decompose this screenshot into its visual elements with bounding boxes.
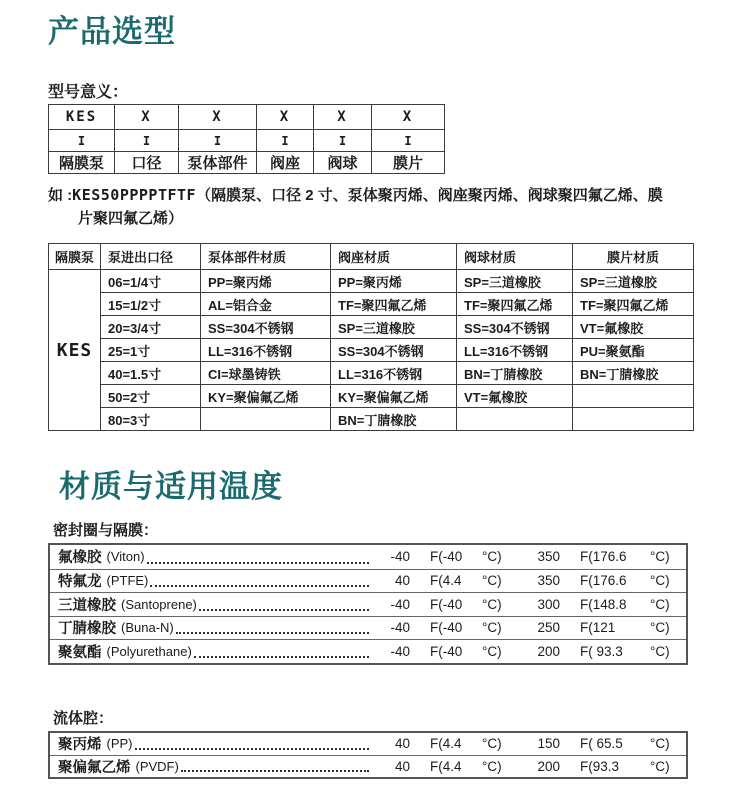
example-line-1 (48, 184, 750, 207)
table-row (49, 293, 694, 316)
header-ball-material: 阀球材质 (457, 244, 573, 270)
header-body-material: 泵体部件材质 (201, 244, 331, 270)
series-code-cell: KES (49, 270, 101, 431)
selection-table (48, 243, 694, 431)
header-port-size: 泵进出口径 (101, 244, 201, 270)
meaning-cell: 隔膜泵 (49, 152, 115, 174)
meaning-cell: 泵体部件 (179, 152, 257, 174)
cell: SS=304不锈钢 (331, 339, 457, 362)
code-cell: X (257, 105, 314, 130)
code-cell: X (179, 105, 257, 130)
material-name-en: (Santoprene) (121, 596, 197, 612)
dot-leader (145, 545, 370, 569)
max-temp-c: F(176.6 (580, 549, 627, 565)
example-model-code: KES50PPPPTFTF (72, 186, 197, 204)
dot-leader (148, 570, 370, 593)
cell: LL=316不锈钢 (201, 339, 331, 362)
material-row (50, 592, 686, 616)
code-cell: KES (49, 105, 115, 130)
cell: TF=聚四氟乙烯 (457, 293, 573, 316)
max-temp-unit: °C) (650, 549, 670, 565)
max-temp-f: 150 (537, 736, 560, 751)
code-cell: X (314, 105, 372, 130)
min-temp-f: -40 (390, 596, 410, 612)
max-temp-c: F( 65.5 (580, 736, 623, 751)
header-diaphragm-material: 膜片材质 (573, 244, 694, 270)
fluid-temperature-table (48, 731, 688, 779)
material-name-cn: 三道橡胶 (58, 597, 116, 614)
material-name-cn: 丁腈橡胶 (58, 621, 116, 638)
cell: PP=聚丙烯 (331, 270, 457, 293)
min-temp-f: 40 (394, 573, 410, 589)
max-temp-f: 350 (537, 573, 560, 589)
material-name-cn: 聚氨酯 (58, 644, 102, 661)
max-temp-f: 200 (537, 758, 560, 774)
max-temp-unit: °C) (650, 596, 670, 612)
min-temp-unit: °C) (482, 620, 502, 636)
material-row (50, 733, 686, 755)
material-row (50, 569, 686, 593)
min-temp-f: -40 (390, 549, 410, 565)
table-row (49, 385, 694, 408)
page-title: 产品选型 (48, 14, 176, 49)
table-row (49, 270, 694, 293)
bar-cell: I (314, 130, 372, 152)
material-row (50, 616, 686, 640)
model-meaning-row (49, 152, 445, 174)
cell: SS=304不锈钢 (201, 316, 331, 339)
selection-header-row (49, 244, 694, 270)
min-temp-unit: °C) (482, 573, 502, 589)
example-explanation: （隔膜泵、口径 2 寸、泵体聚丙烯、阀座聚丙烯、阀球聚四氟乙烯、膜 (196, 187, 663, 204)
cell: VT=氟橡胶 (457, 385, 573, 408)
max-temp-f: 350 (537, 549, 560, 565)
cell: VT=氟橡胶 (573, 316, 694, 339)
table-row (49, 362, 694, 385)
cell: SS=304不锈钢 (457, 316, 573, 339)
min-temp-c: F(-40 (430, 596, 463, 612)
cell: 06=1/4寸 (101, 270, 201, 293)
cell (573, 385, 694, 408)
material-row (50, 639, 686, 663)
cell: AL=铝合金 (201, 293, 331, 316)
cell: SP=三道橡胶 (331, 316, 457, 339)
cell: SP=三道橡胶 (573, 270, 694, 293)
example-line-2: 片聚四氟乙烯） (78, 210, 184, 227)
model-code-table (48, 104, 445, 174)
cell: KY=聚偏氟乙烯 (201, 385, 331, 408)
cell: 20=3/4寸 (101, 316, 201, 339)
table-row (49, 339, 694, 362)
code-cell: X (115, 105, 179, 130)
dot-leader (179, 756, 370, 777)
min-temp-f: 40 (394, 758, 410, 774)
header-seat-material: 阀座材质 (331, 244, 457, 270)
cell: TF=聚四氟乙烯 (331, 293, 457, 316)
cell: PU=聚氨酯 (573, 339, 694, 362)
min-temp-c: F(4.4 (430, 736, 462, 751)
header-pump: 隔膜泵 (49, 244, 101, 270)
material-name-en: (PTFE) (106, 573, 149, 589)
min-temp-f: -40 (390, 643, 410, 659)
min-temp-c: F(4.4 (430, 573, 462, 589)
example-text (48, 184, 750, 230)
cell: 25=1寸 (101, 339, 201, 362)
cell: 15=1/2寸 (101, 293, 201, 316)
min-temp-c: F(-40 (430, 620, 463, 636)
cell (201, 408, 331, 431)
fluid-label: 流体腔： (53, 709, 114, 727)
max-temp-c: F(176.6 (580, 573, 627, 589)
cell: TF=聚四氟乙烯 (573, 293, 694, 316)
material-name-cn: 聚偏氟乙烯 (58, 759, 131, 776)
material-row (50, 545, 686, 569)
min-temp-f: -40 (390, 620, 410, 636)
material-name-cn: 聚丙烯 (58, 737, 102, 753)
bar-cell: I (179, 130, 257, 152)
cell: CI=球墨铸铁 (201, 362, 331, 385)
max-temp-f: 200 (537, 643, 560, 659)
cell: BN=丁腈橡胶 (573, 362, 694, 385)
max-temp-f: 250 (537, 620, 560, 636)
code-cell: X (372, 105, 445, 130)
materials-section-title: 材质与适用温度 (59, 469, 283, 504)
max-temp-c: F(93.3 (580, 758, 620, 774)
material-row (50, 755, 686, 777)
min-temp-c: F(-40 (430, 549, 463, 565)
dot-leader (174, 617, 370, 640)
meaning-cell: 膜片 (372, 152, 445, 174)
bar-cell: I (115, 130, 179, 152)
dot-leader (192, 640, 370, 663)
cell: 80=3寸 (101, 408, 201, 431)
material-name-en: (PP) (106, 736, 133, 751)
seals-label: 密封圈与隔膜： (53, 522, 159, 539)
min-temp-unit: °C) (482, 643, 502, 659)
cell: 50=2寸 (101, 385, 201, 408)
material-name-en: (Buna-N) (121, 620, 174, 636)
min-temp-unit: °C) (482, 549, 502, 565)
cell: 40=1.5寸 (101, 362, 201, 385)
max-temp-c: F(121 (580, 620, 616, 636)
max-temp-c: F(148.8 (580, 596, 627, 612)
material-name-cn: 氟橡胶 (58, 550, 102, 567)
max-temp-f: 300 (537, 596, 560, 612)
min-temp-c: F(4.4 (430, 758, 462, 774)
cell: PP=聚丙烯 (201, 270, 331, 293)
model-code-row (49, 105, 445, 130)
meaning-cell: 阀球 (314, 152, 372, 174)
max-temp-c: F( 93.3 (580, 643, 623, 659)
dot-leader (197, 593, 370, 616)
model-meaning-label: 型号意义： (48, 84, 129, 101)
material-name-en: (Viton) (106, 549, 145, 565)
min-temp-unit: °C) (482, 736, 502, 751)
max-temp-unit: °C) (650, 643, 670, 659)
table-row (49, 316, 694, 339)
table-row (49, 408, 694, 431)
dot-leader (133, 733, 371, 755)
bar-cell: I (257, 130, 314, 152)
cell: KY=聚偏氟乙烯 (331, 385, 457, 408)
cell (457, 408, 573, 431)
cell (573, 408, 694, 431)
bar-cell: I (372, 130, 445, 152)
material-name-en: (Polyurethane) (106, 643, 192, 659)
min-temp-c: F(-40 (430, 643, 463, 659)
max-temp-unit: °C) (650, 736, 670, 751)
min-temp-unit: °C) (482, 596, 502, 612)
seals-temperature-table (48, 543, 688, 665)
cell: BN=丁腈橡胶 (457, 362, 573, 385)
max-temp-unit: °C) (650, 573, 670, 589)
material-name-cn: 特氟龙 (58, 574, 102, 591)
min-temp-unit: °C) (482, 758, 502, 774)
cell: LL=316不锈钢 (457, 339, 573, 362)
material-name-en: (PVDF) (135, 758, 179, 774)
max-temp-unit: °C) (650, 620, 670, 636)
cell: BN=丁腈橡胶 (331, 408, 457, 431)
meaning-cell: 口径 (115, 152, 179, 174)
meaning-cell: 阀座 (257, 152, 314, 174)
cell: SP=三道橡胶 (457, 270, 573, 293)
cell: LL=316不锈钢 (331, 362, 457, 385)
min-temp-f: 40 (394, 736, 410, 751)
max-temp-unit: °C) (650, 758, 670, 774)
bar-cell: I (49, 130, 115, 152)
example-prefix: 如 : (48, 187, 73, 204)
model-bar-row (49, 130, 445, 152)
